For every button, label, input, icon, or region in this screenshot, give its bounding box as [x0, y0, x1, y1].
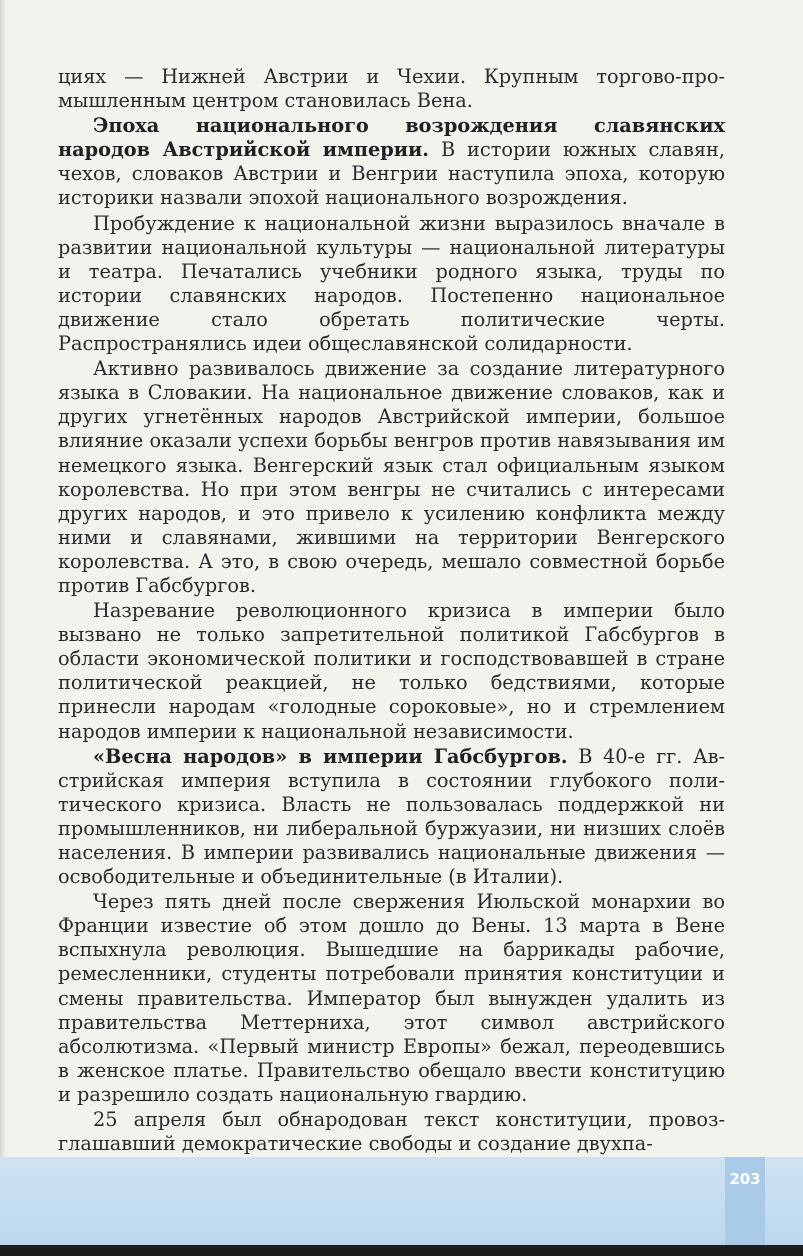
- paragraph: [58, 357, 725, 598]
- spine-shadow: [0, 0, 6, 1157]
- paragraph-text: Назревание революционного кризиса в империи было вызвано не только запретительной политикой Габсбургов в области экономической политики и господствовавшей в стране политической реакцией, не только бедствиями, которые принесли народам «голодные сороковые», но и стремлением народов империи к национальной независимости.: [58, 599, 725, 743]
- paragraph-text: В истории южных славян, чехов, словаков Австрии и Венгрии наступила эпоха, которую историки назвали эпохой национального возрождения.: [58, 138, 726, 210]
- paragraph: [58, 745, 725, 890]
- body-text: [58, 65, 725, 1157]
- section-heading: Эпоха национального возрождения славянских народов Австрийской империи.: [58, 114, 725, 162]
- page-footer-band: [0, 1157, 803, 1245]
- paragraph-text: В 40-е гг. Австрийская империя вступила в состоянии глубокого политического кризиса. Власть не пользовалась поддержкой ни промышленников, ни либеральной буржуазии, ни низших слоёв населения. В империи развивались национальные движения — освободительные и объединительные (в Италии).: [58, 744, 725, 889]
- paragraph-text: Пробуждение к национальной жизни выразилось вначале в развитии национальной культуры — национальной литературы и театра. Печатались учебники родного языка, труды по истории славянских народов. Постепенно национальное движение стало обретать политические черты. Распространялись идеи общеславянской солидарности.: [58, 211, 725, 356]
- section-heading: «Весна народов» в империи Габсбургов.: [93, 744, 568, 768]
- paragraph-text: Через пять дней после свержения Июльской монархии во Франции известие об этом дошло до Вены. 13 марта в Вене вспыхнула революция. Вышедшие на баррикады рабочие, ремесленники, студенты потребовали принятия конституции и смены правительства. Император был вынужден удалить из правительства Меттерниха, этот символ австрийского абсолютизма. «Первый министр Европы» бежал, переодевшись в женское платье. Правительство обещало ввести конституцию и разрешило создать национальную гвардию.: [58, 890, 725, 1106]
- page-bottom-edge: [0, 1245, 803, 1256]
- paragraph: [58, 599, 725, 744]
- paragraph: [58, 212, 725, 357]
- paragraph: [58, 890, 725, 1107]
- paragraph-text: 25 апреля был обнародован текст конституции, провозглашавший демократические свободы и создание двухпа-: [58, 1108, 725, 1156]
- paragraph: [58, 114, 725, 210]
- page-number: 203: [729, 1170, 761, 1188]
- paragraph-text: циях — Нижней Австрии и Чехии. Крупным торгово-промышленным центром становилась Вена.: [58, 65, 725, 113]
- paragraph: [58, 1108, 725, 1156]
- paragraph: [58, 65, 725, 113]
- paragraph-text: Активно развивалось движение за создание литературного языка в Словакии. На национальное движение словаков, как и других угнетённых народов Австрийской империи, большое влияние оказали успехи борьбы венгров против навязывания им немецкого языка. Венгерский язык стал официальным языком королевства. Но при этом венгры не считались с интересами других народов, и это привело к усилению конфликта между ними и славянами, жившими на территории Венгерского королевства. А это, в свою очередь, мешало совместной борьбе против Габсбургов.: [58, 357, 725, 597]
